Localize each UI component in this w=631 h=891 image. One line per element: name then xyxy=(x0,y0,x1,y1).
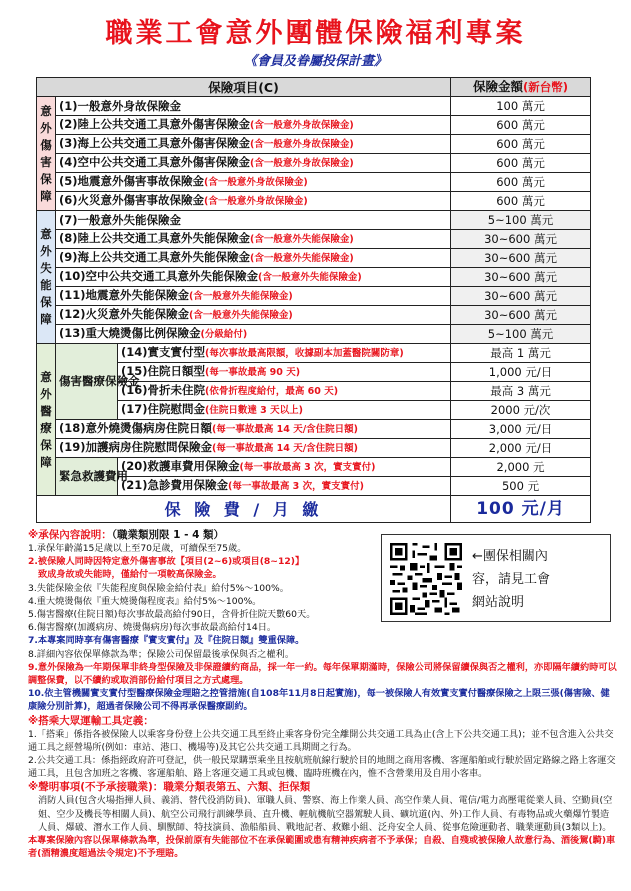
table-row xyxy=(37,173,591,192)
note-6: 6.傷害醫療(加護病房、燒燙傷病房)每次事故最高給付14日。 xyxy=(28,622,277,634)
item-label: (1)一般意外身故保險金 xyxy=(59,98,182,113)
accident-item-6 xyxy=(56,192,451,211)
note-3: 3.失能保險金依『失能程度與保險金給付表』給付5%～100%。 xyxy=(28,582,289,594)
page-title: 職業工會意外團體保險福利專案 xyxy=(105,18,526,49)
disability-amount-10: 30~600 萬元 xyxy=(451,268,591,287)
item-note: (依骨折程度給付，最高 60 天) xyxy=(205,386,339,397)
header-item: 保險項目(C) xyxy=(37,78,451,97)
item-label: (15)住院日額型 xyxy=(121,364,206,378)
table-row xyxy=(37,401,591,420)
item-label: (2)陸上公共交通工具意外傷害保險金 xyxy=(59,117,251,131)
disability-amount-12: 30~600 萬元 xyxy=(451,306,591,325)
accident-item-1 xyxy=(56,97,451,116)
medical-item-16 xyxy=(118,382,451,401)
emergency-amount-21: 500 元 xyxy=(451,477,591,496)
accident-item-3 xyxy=(56,135,451,154)
scope-heading: ※承保內容說明：（職業類別限 1 - 4 類） xyxy=(28,529,225,541)
disability-amount-8: 30~600 萬元 xyxy=(451,230,591,249)
note-2b: 致成身故或失能時，僅給付一項較高保險金。 xyxy=(38,569,222,581)
item-note: (含一般意外身故保險金) xyxy=(204,196,308,207)
medical-item-14 xyxy=(118,344,451,363)
table-row xyxy=(37,268,591,287)
item-label: (17)住院慰問金 xyxy=(121,402,206,416)
item-label: (6)火災意外傷害事故保險金 xyxy=(59,193,205,207)
medical-amount-17: 2000 元/次 xyxy=(451,401,591,420)
premium-amount: 100 元/月 xyxy=(451,496,591,523)
accident-item-5 xyxy=(56,173,451,192)
table-row xyxy=(37,439,591,458)
disability-item-10 xyxy=(56,268,451,287)
accident-item-4 xyxy=(56,154,451,173)
note-4: 4.重大燒燙傷依『重大燒燙傷程度表』給付5%～100%。 xyxy=(28,595,262,607)
qr-caption-line3: 網站說明 xyxy=(472,595,525,610)
table-row xyxy=(37,192,591,211)
disability-amount-13: 5~100 萬元 xyxy=(451,325,591,344)
disability-item-7 xyxy=(56,211,451,230)
item-note: (含一般意外身故保險金) xyxy=(250,158,354,169)
header-amount: 保險金額(新台幣) xyxy=(451,78,591,97)
item-label: (3)海上公共交通工具意外傷害保險金 xyxy=(59,136,251,150)
item-label: (21)急診費用保險金 xyxy=(121,478,229,492)
disability-item-13 xyxy=(56,325,451,344)
note-2a: 2.被保險人同時因特定意外傷害事故【項目(2~6)或項目(8~12)】 xyxy=(28,556,305,568)
item-note: (含一般意外失能保險金) xyxy=(189,291,293,302)
medical-item-19 xyxy=(56,439,451,458)
group-medical-label: 意 外 醫 療 保 障 xyxy=(37,344,56,496)
accident-amount-2: 600 萬元 xyxy=(451,116,591,135)
item-label: (4)空中公共交通工具意外傷害保險金 xyxy=(59,155,251,169)
page-subtitle: 《會員及眷屬投保計畫》 xyxy=(243,54,387,69)
medical-amount-16: 最高 3 萬元 xyxy=(451,382,591,401)
disability-item-8 xyxy=(56,230,451,249)
header-amount-unit: (新台幣) xyxy=(523,80,569,94)
medical-amount-18: 3,000 元/日 xyxy=(451,420,591,439)
table-row xyxy=(37,211,591,230)
notes-section xyxy=(28,528,618,860)
transport-2: 2.公共交通工具：係指經政府許可登記，供一般民眾購票乘坐且按航班航線行駛於目的地間之商用客機、客運船舶或行駛於固定路線之路上客運交通工具，且包含加班之客機、客運船舶、路上客運交通工具或包機、臨時班機在內，惟不含營業用及自用小客車。 xyxy=(28,755,616,780)
item-note: (每一事故最高 3 次，實支實付) xyxy=(228,481,364,492)
sub-hospital-label: 傷害醫療保險金 xyxy=(56,344,118,420)
medical-item-17 xyxy=(118,401,451,420)
item-note: (含一般意外失能保險金) xyxy=(250,253,354,264)
disability-amount-9: 30~600 萬元 xyxy=(451,249,591,268)
item-label: (18)意外燒燙傷病房住院日額 xyxy=(59,421,213,435)
table-row xyxy=(37,458,591,477)
item-label: (13)重大燒燙傷比例保險金 xyxy=(59,326,201,340)
disability-section xyxy=(37,211,591,344)
item-label: (16)骨折未住院 xyxy=(121,383,206,397)
item-label: (8)陸上公共交通工具意外失能保險金 xyxy=(59,231,251,245)
disability-item-12 xyxy=(56,306,451,325)
disability-item-9 xyxy=(56,249,451,268)
item-note: (含一般意外身故保險金) xyxy=(250,139,354,150)
item-label: (9)海上公共交通工具意外失能保險金 xyxy=(59,250,251,264)
exclusion-sub: 職業分類表第五、六類、拒保類 xyxy=(163,781,311,794)
table-row xyxy=(37,230,591,249)
medical-item-15 xyxy=(118,363,451,382)
item-label: (12)火災意外失能保險金 xyxy=(59,307,190,321)
item-note: (含一般意外失能保險金) xyxy=(189,310,293,321)
disability-amount-7: 5~100 萬元 xyxy=(451,211,591,230)
accident-amount-3: 600 萬元 xyxy=(451,135,591,154)
group-disability-label: 意 外 失 能 保 障 xyxy=(37,211,56,344)
note-5: 5.傷害醫療(住院日額)每次事故最高給付90日，含骨折住院天數60天。 xyxy=(28,609,316,621)
disability-item-11 xyxy=(56,287,451,306)
item-note: (含一般意外身故保險金) xyxy=(250,120,354,131)
note-8: 8.詳細內容依保單條款為準；保險公司保留最後承保與否之權利。 xyxy=(28,648,295,660)
table-row xyxy=(37,287,591,306)
note-7: 7.本專案同時享有傷害醫療『實支實付』及『住院日額』雙重保障。 xyxy=(28,635,305,647)
note-10: 10.依主管機關實支實付型醫療保險金理賠之控管措施(自108年11月8日起實施)，每一被保險人有效實支實付醫療保險之上限三張(傷害險、健康險分別計算)，超過者保險公司不得再承保醫療副約。 xyxy=(28,688,610,713)
item-note: (每一事故最高 3 次，實支實付) xyxy=(239,462,376,473)
medical-section xyxy=(37,344,591,496)
emergency-item-21 xyxy=(118,477,451,496)
group-accident-label: 意 外 傷 害 保 障 xyxy=(37,97,56,211)
item-note: (分級給付) xyxy=(200,329,248,340)
medical-amount-15: 1,000 元/日 xyxy=(451,363,591,382)
item-label: (5)地震意外傷害事故保險金 xyxy=(59,174,205,188)
exclusion-heading: ※聲明事項(不予承接職業)：職業分類表第五、六類、拒保類 xyxy=(28,781,311,794)
qr-caption-line2: 容，請見工會 xyxy=(472,572,551,587)
table-row xyxy=(37,116,591,135)
benefits-table xyxy=(36,77,591,523)
item-label: (11)地震意外失能保險金 xyxy=(59,288,190,302)
table-row xyxy=(37,249,591,268)
emergency-amount-20: 2,000 元 xyxy=(451,458,591,477)
item-note: (含一般意外失能保險金) xyxy=(258,272,362,283)
exclusion-list: 消防人員(包含火場指揮人員、義消、替代役消防員)、軍職人員、警察、海上作業人員、高空作業人員、電信/電力高壓電從業人員、空勤員(空姐、空少及機長等相關人員)、航空公司飛行訓練學員、直升機、輕航機航空器駕駛人員、礦坑道(內、外)工作人員、有毒物品或火藥爆竹製造人員、爆破、潛水工作人員、馴獸師、特技演員、漁船船員、戰地記者、救難小組、泛舟安全人員、從事危險運動者、職業運動員(3類以上)。 xyxy=(38,795,613,833)
accident-amount-1: 100 萬元 xyxy=(451,97,591,116)
item-label: (19)加護病房住院慰問保險金 xyxy=(59,440,213,454)
item-note: (含一般意外身故保險金) xyxy=(204,177,308,188)
item-note: (住院日數達 3 天以上) xyxy=(205,405,303,416)
scope-class: （職業類別限 1 - 4 類） xyxy=(111,529,225,541)
premium-label: 保 險 費 / 月 繳 xyxy=(37,496,451,523)
emergency-item-20 xyxy=(118,458,451,477)
item-note: (每一事故最高 14 天/含住院日額) xyxy=(212,424,359,435)
medical-item-18 xyxy=(56,420,451,439)
table-row xyxy=(37,420,591,439)
transport-1: 1.「搭乘」係指各被保險人以乘客身份登上公共交通工具至終止乘客身份完全離開公共交通工具為止(含上下公共交通工具)；並不包含進入公共交通工具之經營場所(例如：車站、港口、機場等)及其它公共交通工具期間之行為。 xyxy=(28,728,614,753)
table-row xyxy=(37,97,591,116)
item-label: (20)救護車費用保險金 xyxy=(121,459,240,473)
item-label: (10)空中公共交通工具意外失能保險金 xyxy=(59,269,259,283)
accident-item-2 xyxy=(56,116,451,135)
note-1: 1.承保年齡滿15足歲以上至70足歲，可續保至75歲。 xyxy=(28,543,247,554)
table-header-row xyxy=(37,78,591,97)
item-note: (每一事故最高 90 天) xyxy=(205,367,301,378)
disability-amount-11: 30~600 萬元 xyxy=(451,287,591,306)
table-row xyxy=(37,344,591,363)
sub-emergency-label: 緊急救護費用 xyxy=(56,458,118,496)
accident-amount-5: 600 萬元 xyxy=(451,173,591,192)
table-row xyxy=(37,154,591,173)
item-note: (含一般意外失能保險金) xyxy=(250,234,354,245)
accident-amount-4: 600 萬元 xyxy=(451,154,591,173)
transport-heading: ※搭乘大眾運輸工具定義： xyxy=(28,714,154,727)
accident-amount-6: 600 萬元 xyxy=(451,192,591,211)
note-9: 9.意外保險為一年期保單非終身型保險及非保證續約商品，採一年一約。每年保單期滿時，保險公司將保留續保與否之權利，亦即隔年續約時可以調整保費，以不續約或取消部份給付項目之方式處理。 xyxy=(28,661,617,687)
item-note: (每次事故最高限額，收據副本加蓋醫院關防章) xyxy=(205,348,404,359)
item-note: (每一事故最高 14 天/含住院日額) xyxy=(212,443,359,454)
medical-amount-14: 最高 1 萬元 xyxy=(451,344,591,363)
accident-section xyxy=(37,97,591,211)
table-row xyxy=(37,325,591,344)
premium-row xyxy=(37,496,591,523)
table-row xyxy=(37,306,591,325)
item-label: (14)實支實付型 xyxy=(121,345,206,359)
item-label: (7)一般意外失能保險金 xyxy=(59,212,182,227)
qr-caption-line1: ←團保相關內 xyxy=(472,549,548,564)
medical-amount-19: 2,000 元/日 xyxy=(451,439,591,458)
table-row xyxy=(37,135,591,154)
final-note: 本專案保險內容以保單條款為準，投保前原有失能部位不在承保範圍或患有精神疾病者不予承保；自殺、自殘或被保險人故意行為、酒後駕(騎)車者(酒精濃度超過法令規定)不予理賠。 xyxy=(28,835,616,860)
